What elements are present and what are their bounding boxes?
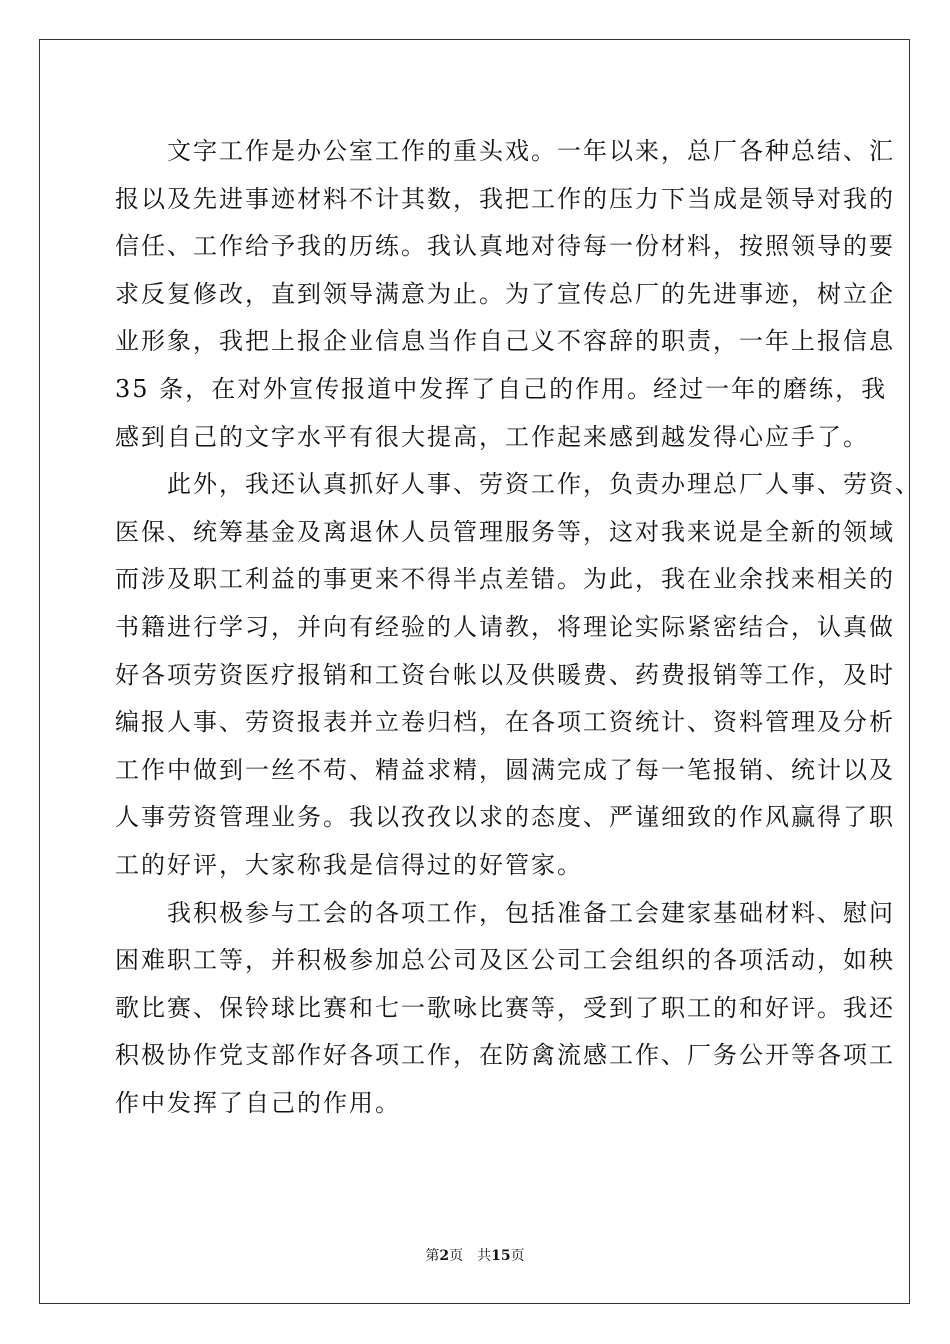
footer-prefix: 第 (425, 1248, 440, 1264)
text-line: 编报人事、劳资报表并立卷归档，在各项工资统计、资料管理及分析 (115, 708, 895, 737)
text-line: 业形象，我把上报企业信息当作自己义不容辞的职责，一年上报信息 (115, 327, 895, 356)
text-line: 35 条，在对外宣传报道中发挥了自己的作用。经过一年的磨练，我 (115, 374, 888, 403)
document-body (115, 128, 921, 1127)
text-line: 工作中做到一丝不苟、精益求精，圆满完成了每一笔报销、统计以及 (115, 755, 895, 784)
text-line: 积极协作党支部作好各项工作，在防禽流感工作、厂务公开等各项工 (115, 1041, 895, 1070)
text-line: 作中发挥了自己的作用。 (115, 1088, 401, 1117)
current-page-number: 2 (439, 1248, 450, 1264)
text-line: 求反复修改，直到领导满意为止。为了宣传总厂的先进事迹，树立企 (115, 279, 895, 308)
text-line: 人事劳资管理业务。我以孜孜以求的态度、严谨细致的作风赢得了职 (115, 803, 895, 832)
total-page-count: 15 (491, 1248, 511, 1264)
text-line: 医保、统筹基金及离退休人员管理服务等，这对我来说是全新的领域 (115, 517, 895, 546)
text-line: 感到自己的文字水平有很大提高，工作起来感到越发得心应手了。 (115, 422, 869, 451)
footer-suffix: 页 (510, 1248, 525, 1264)
text-line: 此外，我还认真抓好人事、劳资工作，负责办理总厂人事、劳资、 (115, 470, 921, 499)
footer-mid: 页 共 (449, 1248, 492, 1264)
text-line: 歌比赛、保铃球比赛和七一歌咏比赛等，受到了职工的和好评。我还 (115, 993, 895, 1022)
text-line: 书籍进行学习，并向有经验的人请教，将理论实际紧密结合，认真做 (115, 612, 895, 641)
text-line: 困难职工等，并积极参加总公司及区公司工会组织的各项活动，如秧 (115, 946, 895, 975)
text-line: 我积极参与工会的各项工作，包括准备工会建家基础材料、慰问 (115, 898, 895, 927)
text-line: 文字工作是办公室工作的重头戏。一年以来，总厂各种总结、汇 (115, 137, 895, 165)
page-footer (0, 1245, 950, 1265)
text-line: 而涉及职工利益的事更来不得半点差错。为此，我在业余找来相关的 (115, 565, 895, 594)
text-line: 报以及先进事迹材料不计其数，我把工作的压力下当成是领导对我的 (115, 184, 895, 213)
text-line: 好各项劳资医疗报销和工资台帐以及供暖费、药费报销等工作，及时 (115, 660, 895, 689)
text-line: 信任、工作给予我的历练。我认真地对待每一份材料，按照领导的要 (115, 232, 895, 261)
text-line: 工的好评，大家称我是信得过的好管家。 (115, 850, 583, 879)
